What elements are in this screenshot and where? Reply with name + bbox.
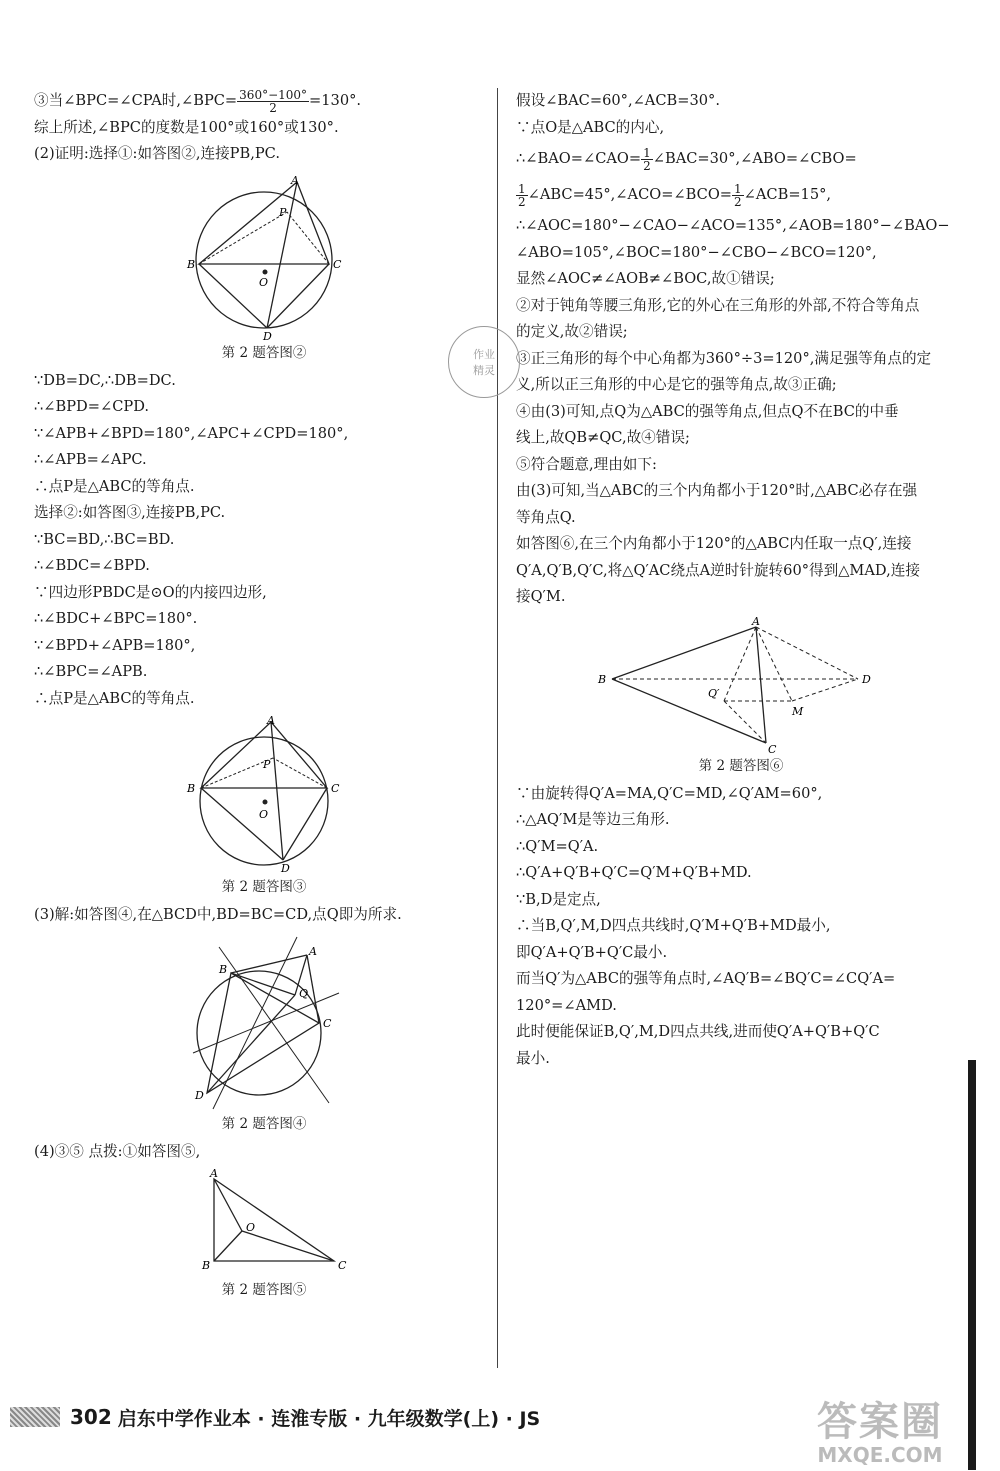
label-b: B xyxy=(187,782,196,795)
label-q-prime: Q′ xyxy=(708,686,720,700)
numerator: 1 xyxy=(518,181,526,196)
label-p: P xyxy=(279,205,287,219)
watermark-stamp xyxy=(448,326,520,398)
label-d: D xyxy=(195,1088,204,1102)
text-line: ⑤符合题意,理由如下: xyxy=(516,455,657,473)
label-o: O xyxy=(259,808,269,821)
text-line: ③正三角形的每个中心角都为360°÷3=120°,满足强等角点的定 xyxy=(516,349,932,367)
text-line: ∵DB=DC,∴DB=DC. xyxy=(34,371,176,389)
label-b: B xyxy=(219,962,228,976)
label-o: O xyxy=(259,275,269,289)
label-c: C xyxy=(331,782,340,795)
text-line: 义,所以正三角形的中心是它的强等角点,故③正确; xyxy=(516,376,837,393)
text-line: ∵B,D是定点, xyxy=(516,890,601,908)
label-c: C xyxy=(323,1016,332,1030)
text-line: 线上,故QB≠QC,故④错误; xyxy=(516,429,690,446)
label-c: C xyxy=(333,257,342,271)
watermark-text: 精灵 xyxy=(473,364,495,377)
fraction xyxy=(516,183,528,208)
text-segment: ③当∠BPC=∠CPA时,∠BPC= xyxy=(34,92,238,109)
text-line: 最小. xyxy=(516,1049,550,1067)
text-line: ②对于钝角等腰三角形,它的外心在三角形的外部,不符合等角点 xyxy=(516,296,920,314)
figure-caption: 第 2 题答图④ xyxy=(221,1115,307,1132)
text-line: ∵点O是△ABC的内心, xyxy=(516,118,665,136)
figure-caption: 第 2 题答图③ xyxy=(221,879,307,895)
text-line: 由(3)可知,当△ABC的三个内角都小于120°时,△ABC必存在强 xyxy=(516,482,918,499)
text-line: (3)解:如答图④,在△BCD中,BD=BC=CD,点Q即为所求. xyxy=(34,906,402,923)
figure-6-rotation xyxy=(596,615,886,755)
text-line: ∴∠BDC=∠BPD. xyxy=(34,557,150,574)
denominator: 2 xyxy=(643,158,651,173)
label-q: Q xyxy=(299,986,309,1000)
figure-3-circle xyxy=(179,716,349,876)
text-line: 而当Q′为△ABC的强等角点时,∠AQ′B=∠BQ′C=∠CQ′A= xyxy=(516,970,896,987)
text-segment: ∠BAC=30°,∠ABO=∠CBO= xyxy=(652,150,857,167)
text-line: 接Q′M. xyxy=(516,588,566,605)
numerator: 1 xyxy=(643,145,651,160)
text-segment: ∠ACB=15°, xyxy=(743,186,832,203)
label-b: B xyxy=(187,257,196,271)
text-line: 此时便能保证B,Q′,M,D四点共线,进而使Q′A+Q′B+Q′C xyxy=(516,1023,880,1040)
watermark-url: MXQE.COM xyxy=(817,1443,943,1467)
text-line: ∵∠BPD+∠APB=180°, xyxy=(34,636,196,654)
denominator: 2 xyxy=(518,194,526,209)
text-line: 等角点Q. xyxy=(516,508,576,526)
text-line: ∵四边形PBDC是⊙O的内接四边形, xyxy=(34,583,267,601)
denominator: 2 xyxy=(734,194,742,209)
page-number: 302 xyxy=(70,1405,112,1429)
text-segment: ∴∠BAO=∠CAO= xyxy=(516,150,642,167)
text-line: ∵∠APB+∠BPD=180°,∠APC+∠CPD=180°, xyxy=(34,424,349,442)
text-line: 综上所述,∠BPC的度数是100°或160°或130°. xyxy=(34,118,339,136)
denominator: 2 xyxy=(269,100,277,115)
label-a: A xyxy=(291,173,299,187)
label-a: A xyxy=(309,944,317,958)
numerator: 360°−100° xyxy=(239,87,308,102)
fraction xyxy=(732,183,744,208)
label-d: D xyxy=(862,672,871,686)
label-a: A xyxy=(752,614,760,628)
text-line: ∵BC=BD,∴BC=BD. xyxy=(34,530,175,548)
text-line: (4)③⑤ 点拨:①如答图⑤, xyxy=(34,1142,201,1160)
text-line: 120°=∠AMD. xyxy=(516,996,617,1014)
label-o: O xyxy=(246,1221,256,1234)
fraction xyxy=(641,147,653,172)
label-m: M xyxy=(792,704,804,718)
text-line: 选择②:如答图③,连接PB,PC. xyxy=(34,504,226,521)
right-column xyxy=(516,88,966,1072)
figure-caption: 第 2 题答图⑥ xyxy=(698,757,784,774)
text-line-with-fraction xyxy=(516,177,966,213)
footer-pattern xyxy=(10,1407,60,1427)
text-line: 显然∠AOC≠∠AOB≠∠BOC,故①错误; xyxy=(516,270,775,287)
text-line: ∴点P是△ABC的等角点. xyxy=(34,477,195,495)
text-line: ∴∠AOC=180°−∠CAO−∠ACO=135°,∠AOB=180°−∠BAO− xyxy=(516,217,950,234)
text-segment: =130°. xyxy=(309,92,362,109)
text-line: ∴∠APB=∠APC. xyxy=(34,451,147,468)
label-d: D xyxy=(263,329,272,342)
text-line: ④由(3)可知,点Q为△ABC的强等角点,但点Q不在BC的中垂 xyxy=(516,402,899,420)
text-line xyxy=(34,88,494,115)
label-p: P xyxy=(263,758,271,771)
page-footer xyxy=(10,1400,540,1434)
text-segment: ∠ABC=45°,∠ACO=∠BCO= xyxy=(527,186,733,203)
label-a: A xyxy=(267,716,275,727)
label-d: D xyxy=(281,862,290,875)
label-a: A xyxy=(210,1169,218,1180)
fraction xyxy=(237,89,309,114)
text-line: 假设∠BAC=60°,∠ACB=30°. xyxy=(516,92,720,109)
label-c: C xyxy=(768,742,777,755)
text-line: 如答图⑥,在三个内角都小于120°的△ABC内任取一点Q′,连接 xyxy=(516,535,912,552)
text-line-with-fraction xyxy=(516,141,966,177)
text-line: ∴点P是△ABC的等角点. xyxy=(34,689,195,707)
label-c: C xyxy=(338,1259,347,1272)
figure-2-circle xyxy=(179,172,349,342)
left-column xyxy=(34,88,494,1305)
text-line: ∴当B,Q′,M,D四点共线时,Q′M+Q′B+MD最小, xyxy=(516,917,831,934)
text-line: ∠ABO=105°,∠BOC=180°−∠CBO−∠BCO=120°, xyxy=(516,243,877,261)
text-line: ∴Q′A+Q′B+Q′C=Q′M+Q′B+MD. xyxy=(516,864,752,881)
figure-5-triangle xyxy=(174,1169,354,1279)
column-divider xyxy=(497,88,498,1368)
text-line: ∴△AQ′M是等边三角形. xyxy=(516,811,670,828)
figure-caption: 第 2 题答图⑤ xyxy=(221,1282,307,1298)
text-line: ∴∠BDC+∠BPC=180°. xyxy=(34,610,198,627)
book-title: 启东中学作业本 · 连淮专版 · 九年级数学(上) · JS xyxy=(117,1407,541,1430)
text-line: ∴∠BPC=∠APB. xyxy=(34,663,148,680)
label-b: B xyxy=(598,672,607,686)
watermark-title: 答案圈 xyxy=(817,1399,943,1445)
text-line: (2)证明:选择①:如答图②,连接PB,PC. xyxy=(34,145,280,162)
figure-caption: 第 2 题答图② xyxy=(221,344,307,361)
text-line: Q′A,Q′B,Q′C,将△Q′AC绕点A逆时针旋转60°得到△MAD,连接 xyxy=(516,561,920,579)
text-line: ∴∠BPD=∠CPD. xyxy=(34,398,150,415)
text-line: ∴Q′M=Q′A. xyxy=(516,837,599,855)
text-line: ∵由旋转得Q′A=MA,Q′C=MD,∠Q′AM=60°, xyxy=(516,784,823,802)
numerator: 1 xyxy=(734,181,742,196)
watermark-text: 作业 xyxy=(473,348,495,361)
figure-4-construction xyxy=(179,933,349,1113)
text-line: 的定义,故②错误; xyxy=(516,323,628,340)
site-watermark xyxy=(790,1400,970,1470)
label-b: B xyxy=(202,1259,211,1272)
text-line: 即Q′A+Q′B+Q′C最小. xyxy=(516,943,668,961)
